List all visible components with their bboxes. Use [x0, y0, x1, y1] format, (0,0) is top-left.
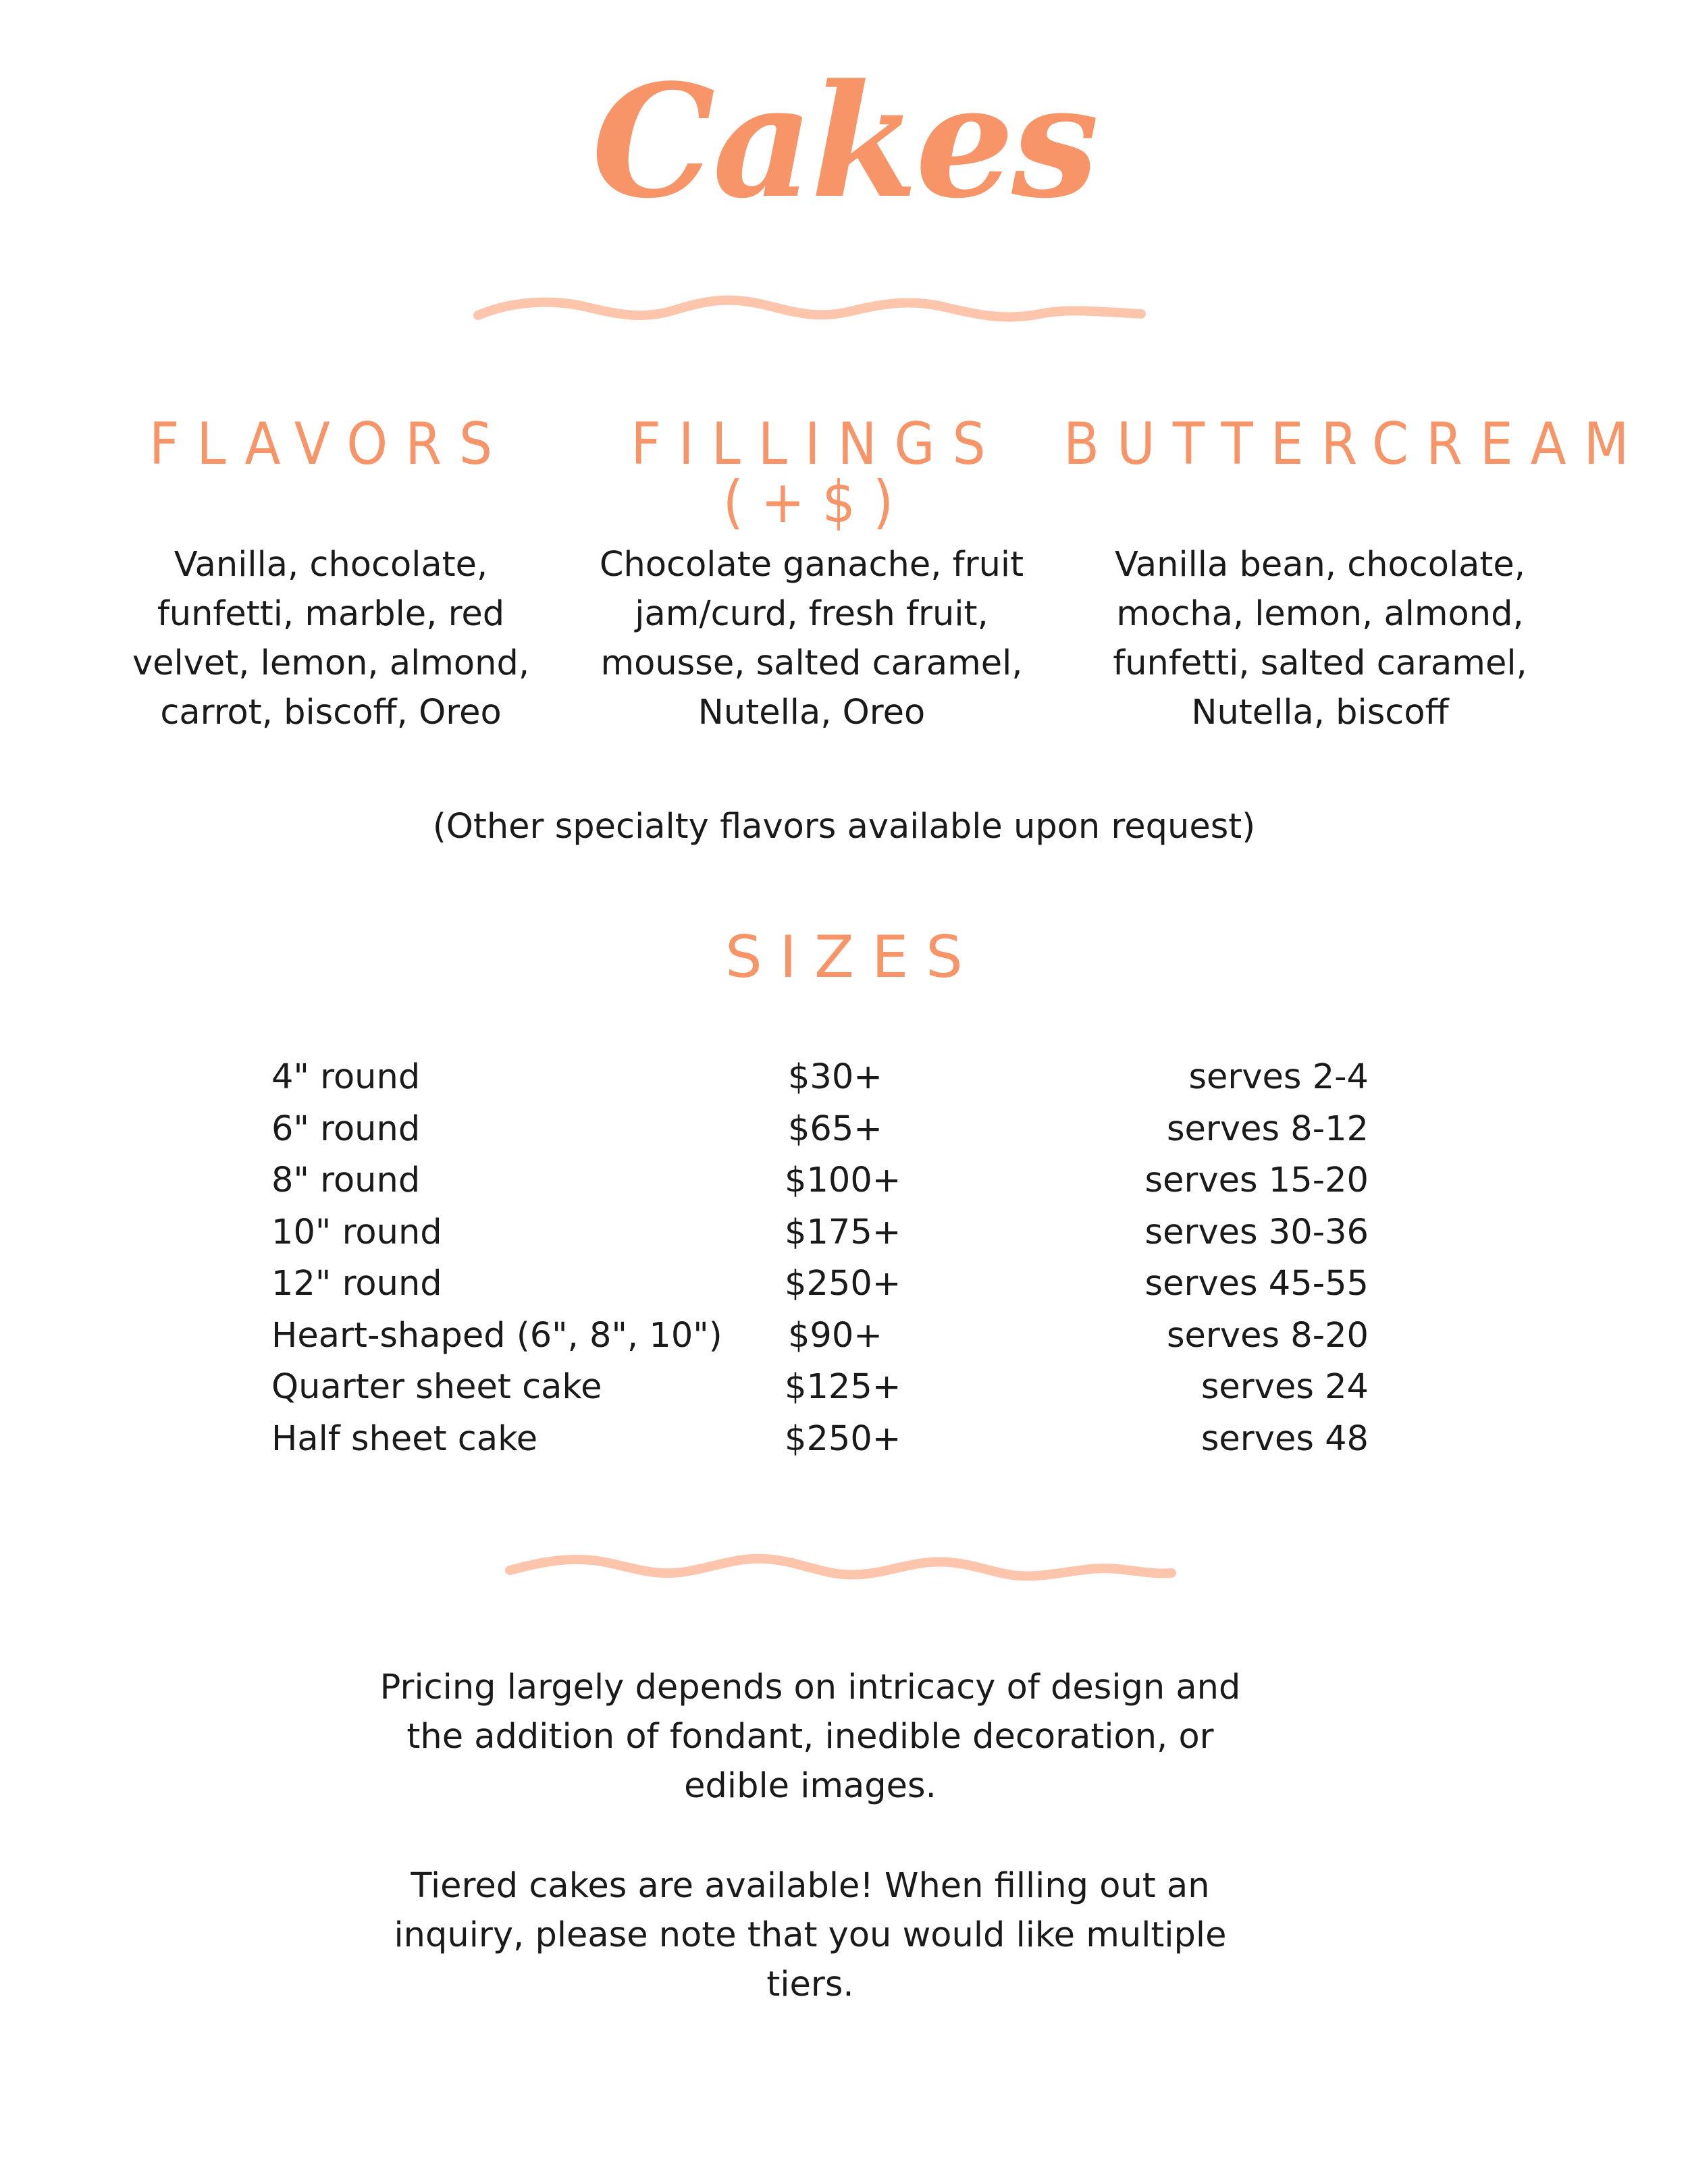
buttercream-list: [1070, 540, 1570, 737]
bottom-wave-divider: [503, 1539, 1178, 1593]
flavors-line: funfetti, marble, red: [157, 594, 505, 634]
size-row: [271, 1104, 1369, 1156]
flavors-heading: FLAVORS: [149, 410, 510, 478]
size-price: $65+: [787, 1109, 883, 1149]
fillings-list: [562, 540, 1061, 737]
size-serves: serves 8-20: [1166, 1315, 1369, 1356]
size-row: [271, 1052, 1369, 1104]
top-wave-divider: [473, 280, 1148, 334]
size-serves: serves 24: [1201, 1367, 1369, 1407]
size-price: $100+: [785, 1161, 901, 1200]
size-name: Quarter sheet cake: [271, 1367, 602, 1407]
tiered-note-line: inquiry, please note that you would like multiple: [394, 1915, 1227, 1955]
size-name: Half sheet cake: [271, 1418, 538, 1459]
page-title: Cakes: [591, 51, 1097, 233]
size-serves: serves 48: [1201, 1418, 1369, 1459]
fillings-line: mousse, salted caramel,: [600, 643, 1023, 683]
size-serves: serves 2-4: [1188, 1057, 1369, 1097]
flavors-line: carrot, biscoff, Oreo: [160, 693, 502, 733]
size-row: [271, 1258, 1369, 1310]
size-price: $90+: [787, 1315, 883, 1356]
size-name: 4" round: [271, 1057, 421, 1097]
specialty-note: (Other specialty flavors available upon request): [432, 807, 1256, 847]
size-row: [271, 1414, 1369, 1466]
size-price: $250+: [785, 1418, 901, 1459]
size-serves: serves 8-12: [1166, 1109, 1369, 1149]
pricing-note: [338, 1663, 1283, 1811]
fillings-line: Nutella, Oreo: [697, 693, 926, 733]
size-price: $30+: [787, 1057, 883, 1097]
buttercream-line: Nutella, biscoff: [1191, 693, 1449, 733]
size-row: [271, 1310, 1369, 1362]
flavors-list: [81, 540, 581, 737]
size-name: Heart-shaped (6", 8", 10"): [271, 1315, 722, 1356]
size-price: $175+: [785, 1212, 901, 1252]
fillings-line: jam/curd, fresh fruit,: [635, 594, 988, 634]
buttercream-line: Vanilla bean, chocolate,: [1114, 545, 1526, 585]
size-serves: serves 30-36: [1144, 1212, 1369, 1252]
size-row: [271, 1362, 1369, 1414]
flavors-line: velvet, lemon, almond,: [132, 643, 530, 683]
tiered-note-line: tiers.: [766, 1965, 854, 2004]
sizes-table: [271, 1052, 1369, 1465]
size-name: 6" round: [271, 1109, 421, 1149]
fillings-line: Chocolate ganache, fruit: [599, 545, 1024, 585]
pricing-note-line: edible images.: [684, 1766, 937, 1806]
pricing-note-line: the addition of fondant, inedible decoration, or: [406, 1717, 1214, 1757]
fillings-heading: FILLINGS (+$): [631, 410, 1003, 536]
size-row: [271, 1207, 1369, 1259]
size-name: 12" round: [271, 1264, 442, 1304]
size-price: $125+: [785, 1367, 901, 1407]
pricing-note-line: Pricing largely depends on intricacy of design and: [379, 1668, 1241, 1707]
size-serves: serves 45-55: [1144, 1264, 1369, 1304]
size-name: 10" round: [271, 1212, 442, 1252]
buttercream-line: funfetti, salted caramel,: [1113, 643, 1527, 683]
size-name: 8" round: [271, 1161, 421, 1200]
flavors-line: Vanilla, chocolate,: [174, 545, 488, 585]
size-row: [271, 1155, 1369, 1207]
size-serves: serves 15-20: [1144, 1161, 1369, 1200]
tiered-note-line: Tiered cakes are available! When filling out an: [411, 1866, 1210, 1906]
buttercream-heading: BUTTERCREAM: [1063, 410, 1647, 478]
sizes-heading: SIZES: [725, 924, 980, 991]
tiered-note: [338, 1861, 1283, 2009]
buttercream-line: mocha, lemon, almond,: [1116, 594, 1524, 634]
size-price: $250+: [785, 1264, 901, 1304]
